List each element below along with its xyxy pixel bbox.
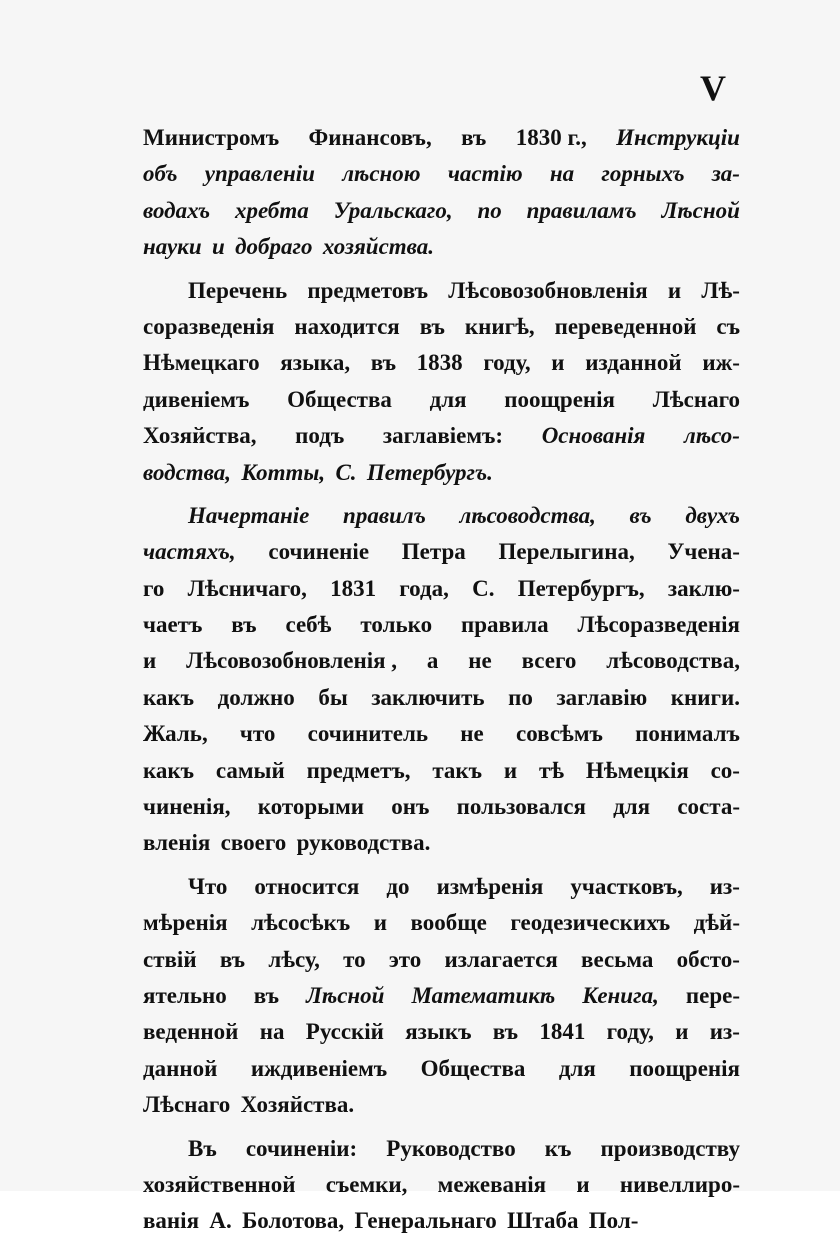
- word: 1838: [416, 350, 463, 376]
- word: Математикѣ: [411, 982, 556, 1008]
- word: частяхъ,: [143, 539, 236, 565]
- word: Котты,: [241, 459, 326, 485]
- word: управленіи: [204, 161, 315, 187]
- text-line: [143, 978, 740, 1014]
- word: Лѣсовозобновленія ,: [186, 648, 398, 674]
- word: из-: [709, 1019, 740, 1045]
- word: Лѣсничаго,: [187, 575, 307, 601]
- word: въ: [461, 125, 487, 150]
- word: дивеніемъ: [143, 386, 250, 412]
- word: Въ: [188, 1135, 217, 1161]
- word: чаетъ: [143, 612, 203, 638]
- word: ствій: [143, 946, 197, 972]
- word: для: [613, 794, 651, 820]
- word: для: [558, 1055, 596, 1081]
- text-line: [143, 309, 740, 345]
- word: Общества: [420, 1055, 526, 1081]
- text-line: [143, 455, 740, 491]
- word: Петербургъ,: [517, 575, 645, 601]
- word: что: [239, 721, 276, 747]
- word: со-: [710, 757, 740, 783]
- word: предметъ,: [306, 757, 411, 783]
- word: водства,: [143, 459, 232, 485]
- text-line: [143, 229, 740, 265]
- text-line: [143, 418, 740, 454]
- word: заглавію: [556, 684, 648, 710]
- word: Руководство: [386, 1135, 516, 1161]
- text-line: [143, 120, 740, 156]
- word: сочинитель: [307, 721, 429, 747]
- word: горныхъ: [601, 161, 685, 187]
- word: дѣй-: [693, 910, 740, 936]
- word: Генеральнаго: [354, 1208, 497, 1234]
- text-line: [143, 643, 740, 679]
- word: вообще: [410, 910, 487, 936]
- paragraph: [143, 120, 740, 266]
- word: а: [426, 648, 439, 674]
- word: только: [360, 612, 433, 638]
- word: своего: [220, 830, 287, 856]
- word: пользовался: [456, 794, 586, 820]
- word: совсѣмъ: [515, 721, 603, 747]
- text-line: [143, 273, 740, 309]
- word: Болотова,: [242, 1208, 345, 1234]
- word: А.: [209, 1208, 232, 1234]
- word: такъ: [432, 757, 483, 783]
- paragraph-gap: [143, 1124, 740, 1131]
- word: по: [477, 197, 502, 223]
- word: всего: [521, 648, 577, 674]
- word: Пол-: [588, 1208, 639, 1234]
- text-line: [143, 1167, 740, 1203]
- word: правила: [461, 612, 549, 638]
- word: Кенига,: [582, 982, 659, 1008]
- text-line: [143, 1014, 740, 1050]
- word: тѣ: [538, 757, 565, 783]
- word: нивеллиро-: [619, 1171, 740, 1197]
- word: въ: [629, 502, 652, 528]
- word: Лѣсной: [661, 197, 740, 223]
- word: лѣсоводства,: [606, 648, 740, 674]
- word: языка,: [280, 350, 351, 376]
- word: хозяйственной: [143, 1171, 296, 1197]
- word: соразведенія: [143, 313, 275, 339]
- word: предметовъ: [307, 277, 428, 303]
- word: и: [551, 350, 565, 376]
- word: онъ: [391, 794, 430, 820]
- word: Лѣ-: [701, 277, 740, 303]
- word: относится: [254, 873, 360, 899]
- word: и: [576, 1171, 590, 1197]
- text-line: [143, 498, 740, 534]
- word: и: [143, 648, 157, 674]
- word: ванія: [143, 1208, 200, 1234]
- word: хозяйства.: [322, 234, 435, 260]
- word: для: [429, 386, 467, 412]
- word: Что: [188, 873, 228, 899]
- word: Нѣмецкаго: [143, 350, 260, 376]
- text-line: [143, 1087, 740, 1123]
- word: измѣренія: [436, 873, 544, 899]
- word: за-: [711, 161, 740, 187]
- word: правиламъ: [526, 197, 637, 223]
- text-line: [143, 571, 740, 607]
- word: Учена-: [667, 539, 740, 565]
- word: переведенной: [554, 313, 697, 339]
- word: по: [508, 684, 533, 710]
- word: Хозяйства,: [143, 423, 257, 449]
- word: лѣсу,: [268, 946, 320, 972]
- word: Финансовъ,: [308, 125, 432, 150]
- text-line: [143, 789, 740, 825]
- word: поощренія: [629, 1055, 740, 1081]
- word: Штаба: [507, 1208, 579, 1234]
- word: Хозяйства.: [240, 1092, 355, 1118]
- word: межеванія: [437, 1171, 547, 1197]
- word: и: [503, 757, 518, 783]
- text-line: [143, 869, 740, 905]
- word: съемки,: [325, 1171, 408, 1197]
- text-line: [143, 1051, 740, 1087]
- word: и: [675, 1019, 689, 1045]
- word: до: [386, 873, 410, 899]
- word: объ: [143, 161, 178, 187]
- word: находится: [294, 313, 400, 339]
- paragraph: [143, 869, 740, 1124]
- word: излагается: [444, 946, 558, 972]
- word: Лѣсной: [306, 982, 385, 1008]
- text-line: [143, 1131, 740, 1167]
- text-line: [143, 942, 740, 978]
- word: частію: [447, 161, 523, 187]
- paragraph: [143, 273, 740, 491]
- word: сочиненіе: [268, 539, 370, 565]
- word: какъ: [143, 684, 195, 710]
- word: веденной: [143, 1019, 239, 1045]
- text-line: [143, 753, 740, 789]
- word: правилъ: [343, 502, 426, 528]
- word: Русскій: [305, 1019, 384, 1045]
- word: добраго: [235, 234, 313, 260]
- word: Жаль,: [143, 721, 208, 747]
- word: на: [259, 1019, 285, 1045]
- word: науки: [143, 234, 202, 260]
- word: какъ: [143, 757, 195, 783]
- word: въ: [370, 350, 396, 376]
- word: бы: [318, 684, 348, 710]
- word: Петербургъ.: [366, 459, 493, 485]
- word: 1841: [539, 1019, 586, 1045]
- word: обсто-: [676, 946, 740, 972]
- word: Основанія: [541, 423, 646, 449]
- word: лѣсо-: [684, 423, 740, 449]
- word: из-: [709, 873, 740, 899]
- word: въ: [231, 612, 257, 638]
- word: лѣсною: [342, 161, 421, 187]
- word: заключить: [371, 684, 485, 710]
- word: книгѣ,: [464, 313, 535, 339]
- word: Инструкціи: [616, 125, 740, 150]
- text-line: [143, 534, 740, 570]
- word: Петра: [401, 539, 466, 565]
- text-line: [143, 382, 740, 418]
- word: языкъ: [405, 1019, 472, 1045]
- word: лѣсоводства,: [459, 502, 596, 528]
- word: чиненія,: [143, 794, 231, 820]
- word: мѣренія: [143, 910, 228, 936]
- word: понималъ: [635, 721, 740, 747]
- text-line: [143, 345, 740, 381]
- word: хребта: [235, 197, 309, 223]
- word: ятельно: [143, 982, 227, 1008]
- word: себѣ: [285, 612, 332, 638]
- word: руководства.: [296, 830, 431, 856]
- text-line: [143, 193, 740, 229]
- word: то: [343, 946, 366, 972]
- word: участковъ,: [570, 873, 683, 899]
- word: Перелыгина,: [498, 539, 635, 565]
- word: году,: [483, 350, 531, 376]
- word: соста-: [677, 794, 740, 820]
- word: весьма: [581, 946, 654, 972]
- word: изданной: [585, 350, 682, 376]
- word: подъ: [295, 423, 345, 449]
- word: заглавіемъ:: [382, 423, 504, 449]
- word: книги.: [670, 684, 740, 710]
- word: Лѣсовозобновленія: [448, 277, 648, 303]
- word: въ: [219, 946, 246, 972]
- word: самый: [215, 757, 285, 783]
- paragraph-gap: [143, 862, 740, 869]
- paragraph: [143, 498, 740, 862]
- word: С.: [335, 459, 357, 485]
- word: 1830 г.,: [515, 125, 587, 150]
- word: года,: [399, 575, 449, 601]
- word: 1831: [330, 575, 377, 601]
- word: лѣсосѣкъ: [251, 910, 351, 936]
- word: которыми: [257, 794, 365, 820]
- text-line: [143, 156, 740, 192]
- text-line: [143, 905, 740, 941]
- word: году,: [606, 1019, 654, 1045]
- word: поощренія: [504, 386, 615, 412]
- word: къ: [544, 1135, 572, 1161]
- word: Начертаніе: [188, 502, 310, 528]
- word: Общества: [287, 386, 392, 412]
- text-line: [143, 825, 740, 861]
- word: не: [468, 648, 492, 674]
- word: производству: [600, 1135, 740, 1161]
- word: двухъ: [685, 502, 740, 528]
- word: го: [143, 575, 165, 601]
- word: водахъ: [143, 197, 211, 223]
- word: въ: [419, 313, 445, 339]
- word: Лѣснаго: [143, 1092, 231, 1118]
- word: должно: [217, 684, 295, 710]
- word: пере-: [685, 982, 740, 1008]
- text-line: [143, 607, 740, 643]
- word: Перечень: [188, 277, 288, 303]
- word: и: [667, 277, 682, 303]
- paragraph-gap: [143, 491, 740, 498]
- page-number: V: [700, 68, 726, 108]
- word: это: [388, 946, 422, 972]
- word: геодезическихъ: [510, 910, 671, 936]
- word: Министромъ: [143, 125, 280, 150]
- paragraph-gap: [143, 266, 740, 273]
- paragraph: [143, 1131, 740, 1240]
- word: иж-: [702, 350, 740, 376]
- word: въ: [253, 982, 280, 1008]
- text-line: [143, 716, 740, 752]
- word: Лѣсоразведенія: [577, 612, 740, 638]
- word: не: [460, 721, 484, 747]
- word: сочиненіи:: [245, 1135, 358, 1161]
- word: заклю-: [667, 575, 740, 601]
- body-text: [143, 120, 740, 1240]
- word: Лѣснаго: [652, 386, 740, 412]
- word: иждивеніемъ: [250, 1055, 388, 1081]
- word: С.: [472, 575, 495, 601]
- word: вленія: [143, 830, 211, 856]
- word: на: [549, 161, 575, 187]
- word: Нѣмецкія: [585, 757, 689, 783]
- word: въ: [492, 1019, 519, 1045]
- word: и: [211, 234, 225, 260]
- word: Уральскаго,: [333, 197, 453, 223]
- text-line: [143, 1203, 740, 1239]
- word: данной: [143, 1055, 218, 1081]
- word: съ: [716, 313, 740, 339]
- word: и: [373, 910, 387, 936]
- text-line: [143, 680, 740, 716]
